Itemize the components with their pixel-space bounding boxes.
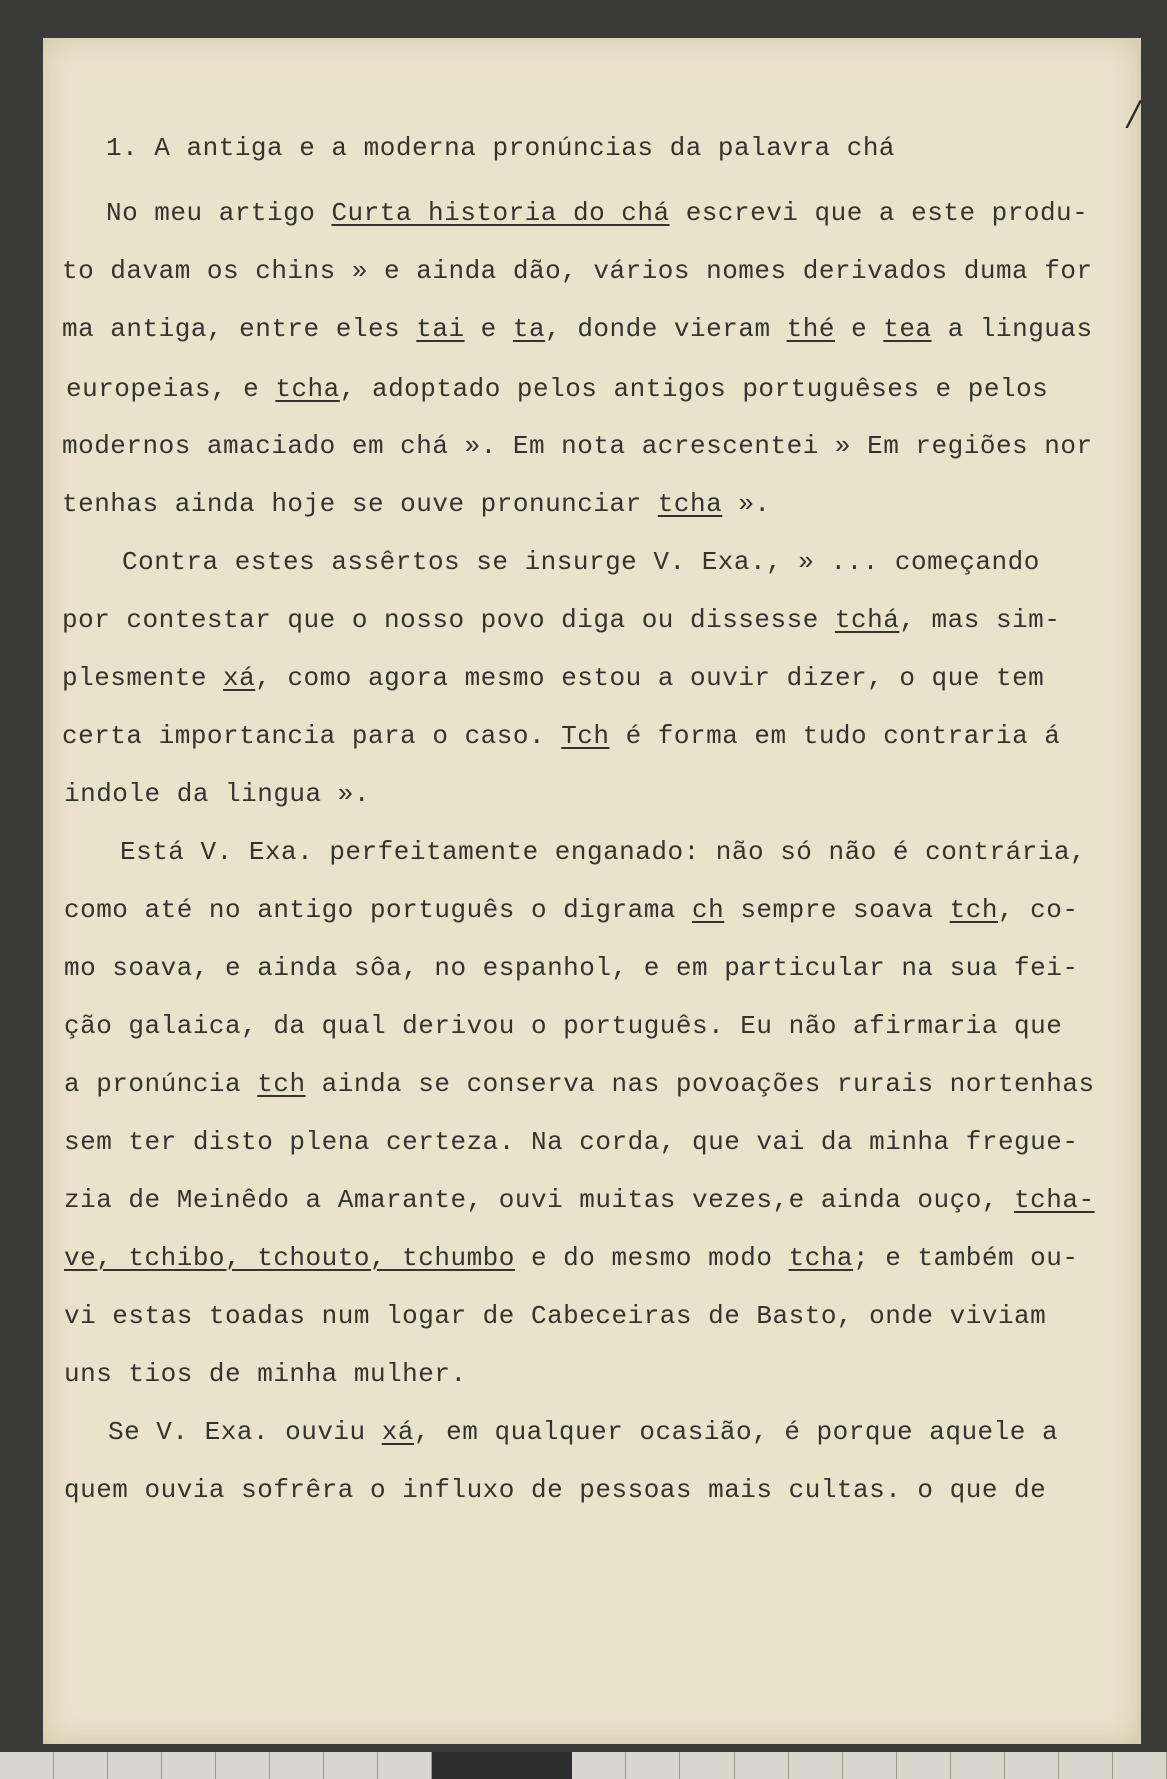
text-segment: modernos amaciado em chá ». Em nota acrescentei » Em regiões nor xyxy=(62,431,1093,461)
text-segment: mo soava, e ainda sôa, no espanhol, e em particular na sua fei- xyxy=(64,953,1079,983)
text-segment: e xyxy=(464,314,513,344)
underlined-term: ve, tchibo, tchouto, tchumbo xyxy=(64,1243,515,1273)
text-segment: escrevi que a este produ- xyxy=(669,198,1089,228)
text-segment: Contra estes assêrtos se insurge V. Exa., » ... começando xyxy=(122,547,1040,577)
text-segment: é forma em tudo contraria á xyxy=(609,721,1061,751)
text-line xyxy=(64,1359,467,1389)
text-segment: indole da lingua ». xyxy=(64,779,370,809)
text-line xyxy=(106,133,895,163)
text-segment: por contestar que o nosso povo diga ou dissesse xyxy=(62,605,835,635)
text-segment: vi estas toadas num logar de Cabeceiras de Basto, onde viviam xyxy=(64,1301,1047,1331)
underlined-term: xá xyxy=(381,1417,414,1447)
text-segment: ». xyxy=(722,489,771,519)
underlined-term: tch xyxy=(949,895,998,925)
text-segment: europeias, e xyxy=(66,374,276,404)
underlined-term: thé xyxy=(786,314,835,344)
text-segment: , mas sim- xyxy=(899,605,1061,635)
text-line xyxy=(62,256,1093,286)
text-line xyxy=(64,1243,1078,1273)
text-segment: tenhas ainda hoje se ouve pronunciar xyxy=(62,489,658,519)
text-segment: sempre soava xyxy=(724,895,950,925)
text-line xyxy=(64,1127,1078,1157)
color-calibration-ruler xyxy=(0,1752,1167,1779)
text-segment: plesmente xyxy=(62,663,224,693)
underlined-term: ta xyxy=(512,314,546,344)
text-line xyxy=(62,489,771,519)
underlined-term: tch xyxy=(257,1069,306,1099)
text-segment: Se V. Exa. ouviu xyxy=(108,1417,382,1447)
text-line xyxy=(62,721,1060,751)
underlined-term: tai xyxy=(416,314,465,344)
text-segment: ção galaica, da qual derivou o português. Eu não afirmaria que xyxy=(64,1011,1063,1041)
text-line xyxy=(64,1069,1095,1099)
text-segment: ma antiga, entre eles xyxy=(62,314,417,344)
text-line xyxy=(64,1185,1095,1215)
text-segment: ; e também ou- xyxy=(853,1243,1079,1273)
text-segment: como até no antigo português o digrama xyxy=(64,895,692,925)
text-line xyxy=(106,198,1088,228)
page-number: / xyxy=(1128,94,1140,134)
text-segment: sem ter disto plena certeza. Na corda, que vai da minha fregue- xyxy=(64,1127,1079,1157)
text-line xyxy=(64,895,1078,925)
text-segment: uns tios de minha mulher. xyxy=(64,1359,467,1389)
underlined-term: xá xyxy=(223,663,256,693)
underlined-term: ch xyxy=(692,895,725,925)
text-segment: e do mesmo modo xyxy=(514,1243,789,1273)
underlined-term: Tch xyxy=(561,721,610,751)
underlined-term: tea xyxy=(883,314,932,344)
underlined-term: tcha xyxy=(788,1243,854,1273)
underlined-term: tcha xyxy=(275,374,340,404)
text-line xyxy=(122,547,1040,577)
text-line xyxy=(64,1475,1046,1505)
text-line xyxy=(66,374,1048,404)
underlined-term: Curta historia do chá xyxy=(331,198,670,228)
text-line xyxy=(64,1011,1062,1041)
text-segment: certa importancia para o caso. xyxy=(62,721,562,751)
text-segment: 1. A antiga e a moderna pronúncias da palavra chá xyxy=(106,133,896,163)
text-segment: e xyxy=(834,314,884,344)
text-segment: Está V. Exa. perfeitamente enganado: não só não é contrária, xyxy=(120,837,1087,867)
text-line xyxy=(64,779,370,809)
underlined-term: tcha- xyxy=(1014,1185,1095,1215)
text-segment: , co- xyxy=(997,895,1079,925)
text-segment: to davam os chins » e ainda dão, vários nomes derivados duma for xyxy=(62,256,1093,286)
text-segment: a pronúncia xyxy=(64,1069,258,1099)
text-segment: , como agora mesmo estou a ouvir dizer, o que tem xyxy=(255,663,1045,693)
underlined-term: tchá xyxy=(834,605,900,635)
text-line xyxy=(108,1417,1058,1447)
text-line xyxy=(62,663,1044,693)
text-line xyxy=(62,314,1093,344)
text-line xyxy=(64,1301,1046,1331)
text-segment: No meu artigo xyxy=(106,198,332,228)
text-line xyxy=(62,605,1060,635)
underlined-term: tcha xyxy=(657,489,723,519)
text-line xyxy=(120,837,1086,867)
text-segment: , em qualquer ocasião, é porque aquele a xyxy=(413,1417,1059,1447)
text-segment: a linguas xyxy=(931,314,1093,344)
text-segment: , donde vieram xyxy=(545,314,787,344)
text-segment: , adoptado pelos antigos portuguêses e pelos xyxy=(339,374,1049,404)
text-line xyxy=(64,953,1078,983)
text-segment: zia de Meinêdo a Amarante, ouvi muitas vezes,e ainda ouço, xyxy=(64,1185,1015,1215)
text-segment: ainda se conserva nas povoações rurais nortenhas xyxy=(305,1069,1095,1099)
document-page xyxy=(43,38,1141,1744)
text-line xyxy=(62,431,1093,461)
text-segment: quem ouvia sofrêra o influxo de pessoas mais cultas. o que de xyxy=(64,1475,1047,1505)
